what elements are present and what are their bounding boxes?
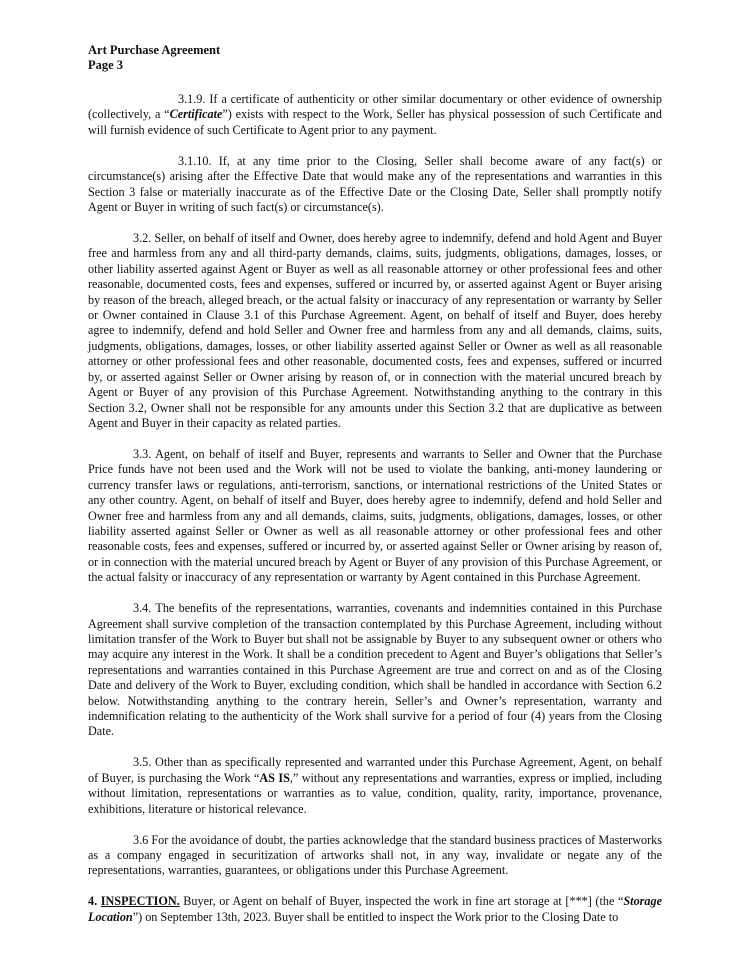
clause-text: ”) exists with respect to the Work, Seller has physical possession of such Certificate and will furnish evidence of such Certificate to Agent prior to any payment. [88, 107, 662, 137]
defined-term: Certificate [169, 107, 223, 122]
document-title: Art Purchase Agreement [88, 43, 221, 57]
clause-text: ,” without any representations and warranties, express or implied, including without limitation, representations or warranties as to value, condition, quality, rarity, importance, provenance, exhibitions, literature or historical relevance. [88, 770, 662, 816]
clause-3-4: 3.4. The benefits of the representations, warranties, covenants and indemnities contained in this Purchase Agreement shall survive completion of the transaction contemplated by this Purchase Agreement, including without limitation transfer of the Work to Buyer but shall not be assignable by Buyer to any subsequent owner or others who may acquire any interest in the Work. It shall be a condition precedent to Agent and Buyer’s obligations that Seller’s representations and warranties contained in this Purchase Agreement are true and correct on and as of the Closing Date and delivery of the Work to Buyer, excluding condition, which shall be handled in accordance with Section 6.2 below. Notwithstanding anything to the contrary herein, Seller’s and Owner’s representation, warranty and indemnification relating to the authenticity of the Work shall survive for a period of four (4) years from the Closing Date. [88, 601, 662, 739]
clause-text: ”) on September 13th, 2023. Buyer shall be entitled to inspect the Work prior to the Closing Date to [132, 909, 619, 924]
clause-3-1-10: 3.1.10. If, at any time prior to the Closing, Seller shall become aware of any fact(s) or circumstance(s) arising after the Effective Date that would make any of the representations and warranties in this Section 3 false or materially inaccurate as of the Effective Date or the Closing Date, Seller shall promptly notify Agent or Buyer in writing of such fact(s) or circumstance(s). [88, 153, 662, 215]
section-heading: INSPECTION. [100, 894, 180, 909]
clause-text: Buyer, or Agent on behalf of Buyer, inspected the work in fine art storage at [***] (the “ [179, 894, 624, 909]
clause-3-5 [88, 755, 662, 817]
section-4-inspection [88, 894, 662, 925]
document-body [88, 92, 662, 941]
clause-text: 3.5. Other than as specifically represented and warranted under this Purchase Agreement, Agent, on behalf of Buyer, is purchasing the Work “ [88, 755, 662, 785]
page-header [88, 43, 220, 73]
defined-term: Storage Location [88, 894, 663, 924]
clause-3-3: 3.3. Agent, on behalf of itself and Buyer, represents and warrants to Seller and Owner that the Purchase Price funds have not been used and the Work will not be used to violate the banking, anti-money laundering or currency transfer laws or regulations, anti-terrorism, sanctions, or international restrictions of the United States or any other country. Agent, on behalf of itself and Buyer, does hereby agree to indemnify, defend and hold Seller and Owner free and harmless from any and all demands, claims, suits, judgments, obligations, damages, losses, or other liability asserted against Seller or Owner as well as all reasonable attorney or other professional fees and other reasonable costs, fees and expenses, suffered or incurred by, or asserted against Seller or Owner arising by reason of, or in connection with the material uncured breach by Agent or Buyer of any provision of this Purchase Agreement, or the actual falsity or inaccuracy of any representation or warranty by Agent contained in this Purchase Agreement. [88, 446, 662, 585]
clause-3-2: 3.2. Seller, on behalf of itself and Owner, does hereby agree to indemnify, defend and hold Agent and Buyer free and harmless from any and all third-party demands, claims, suits, judgments, obligations, damages, losses, or other liability asserted against Agent or Buyer as well as all reasonable attorney or other professional fees and other reasonable, documented costs, fees and expenses, suffered or incurred by, or asserted against Agent or Buyer arising by reason of the breach, alleged breach, or the actual falsity or inaccuracy of any representation or warranty by Seller or Owner contained in Clause 3.1 of this Purchase Agreement. Agent, on behalf of itself and Buyer, does hereby agree to indemnify, defend and hold Seller and Owner free and harmless from any and all demands, claims, suits, judgments, obligations, damages, losses, or other liability asserted against Seller or Owner as well as all reasonable attorney or other professional fees and other reasonable, documented costs, fees and expenses, suffered or incurred by, or asserted against Seller or Owner arising by reason of, or in connection with the material uncured breach by Agent or Buyer of any provision of this Purchase Agreement. Notwithstanding anything to the contrary in this Section 3.2, Owner shall not be responsible for any amounts under this Section 3.2 that are duplicative as between Agent and Buyer in their capacity as related parties. [88, 231, 662, 430]
clause-3-6: 3.6 For the avoidance of doubt, the parties acknowledge that the standard business practices of Masterworks as a company engaged in securitization of artworks shall not, in any way, invalidate or negate any of the representations, warranties, guarantees, or obligations under this Purchase Agreement. [88, 832, 662, 878]
clause-text: 3.1.9. If a certificate of authenticity or other similar documentary or other evidence of ownership (collectively, a “ [88, 92, 662, 122]
as-is-term: AS IS [259, 770, 290, 785]
page-number: Page 3 [88, 58, 124, 72]
clause-3-1-9 [88, 92, 662, 138]
section-number: 4. [88, 894, 101, 909]
